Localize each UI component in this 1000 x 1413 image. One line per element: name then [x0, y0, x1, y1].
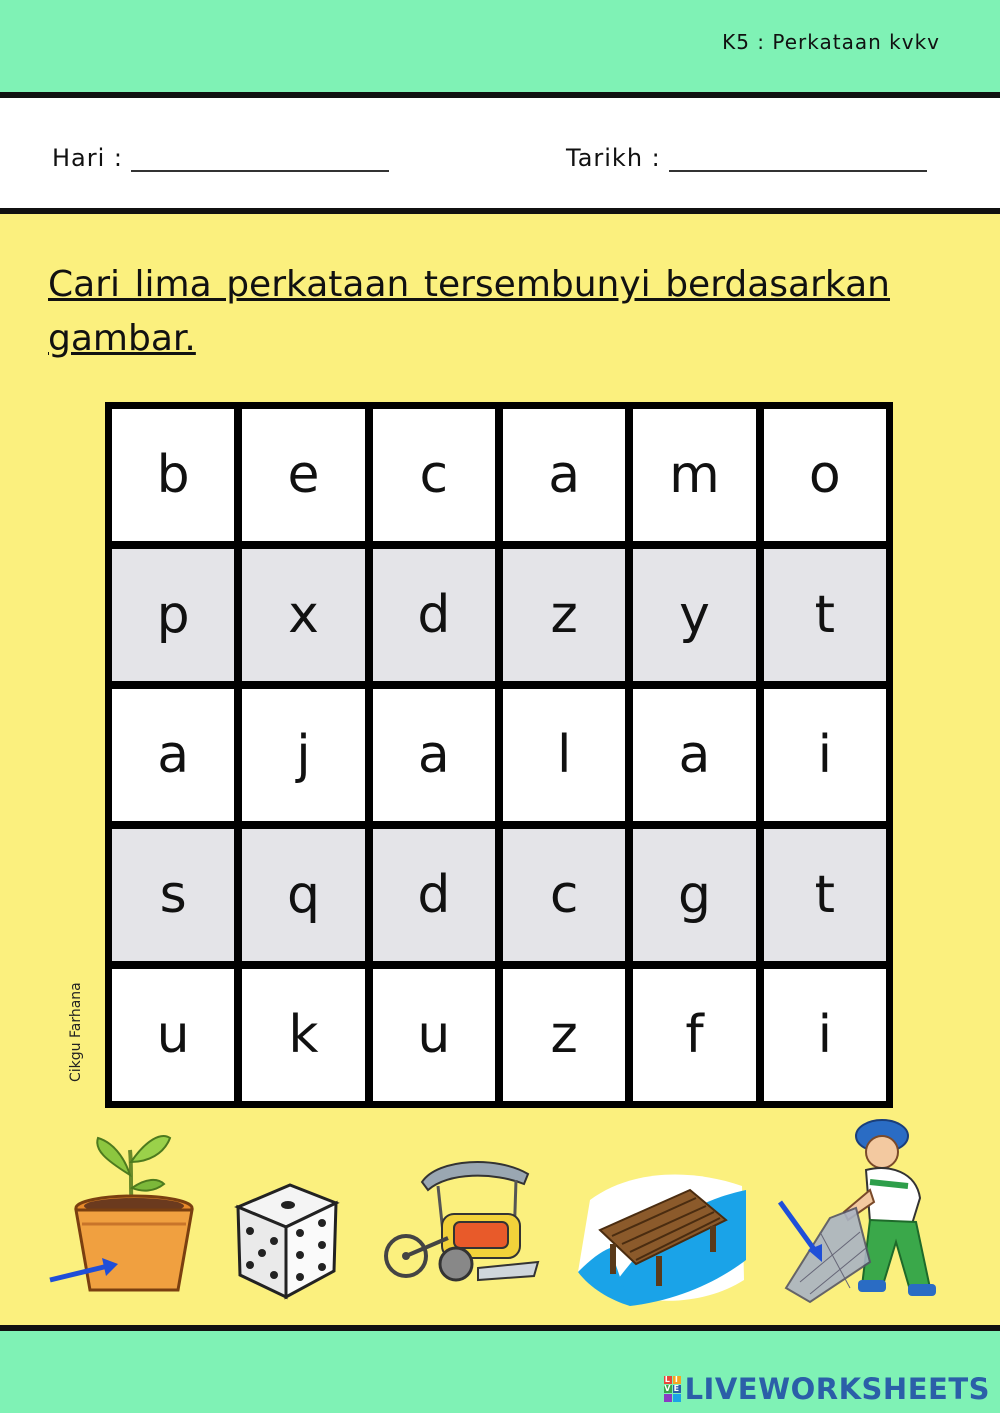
divider-bottom	[0, 208, 1000, 214]
grid-cell[interactable]: j	[242, 689, 364, 821]
grid-cell[interactable]: k	[242, 969, 364, 1101]
grid-cell[interactable]: d	[373, 829, 495, 961]
grid-cell[interactable]: y	[633, 549, 755, 681]
date-field	[566, 142, 927, 172]
beca-icon	[378, 1152, 543, 1292]
grid-cell[interactable]: a	[633, 689, 755, 821]
grid-cell[interactable]: g	[633, 829, 755, 961]
brand-name: LIVEWORKSHEETS	[684, 1372, 990, 1406]
day-label: Hari :	[52, 144, 124, 172]
liveworksheets-logo-icon: L I V E	[664, 1376, 681, 1402]
grid-cell[interactable]: o	[764, 409, 886, 541]
grid-cell[interactable]: l	[503, 689, 625, 821]
grid-cell[interactable]: s	[112, 829, 234, 961]
grid-cell[interactable]: a	[112, 689, 234, 821]
grid-cell[interactable]: i	[764, 689, 886, 821]
grid-cell[interactable]: a	[373, 689, 495, 821]
grid-cell[interactable]: z	[503, 549, 625, 681]
grid-cell[interactable]: c	[503, 829, 625, 961]
net-fisherman-icon	[770, 1112, 945, 1312]
pot-plant-icon	[46, 1120, 206, 1300]
grid-cell[interactable]: e	[242, 409, 364, 541]
day-input[interactable]	[131, 142, 389, 172]
grid-cell[interactable]: z	[503, 969, 625, 1101]
date-label: Tarikh :	[566, 144, 661, 172]
grid-cell[interactable]: x	[242, 549, 364, 681]
date-input[interactable]	[669, 142, 927, 172]
grid-cell[interactable]: q	[242, 829, 364, 961]
grid-cell[interactable]: p	[112, 549, 234, 681]
grid-cell[interactable]: m	[633, 409, 755, 541]
brand-logo[interactable]	[664, 1372, 990, 1406]
word-search-grid	[105, 402, 893, 1108]
grid-cell[interactable]: t	[764, 829, 886, 961]
day-field	[52, 142, 389, 172]
grid-cell[interactable]: a	[503, 409, 625, 541]
bridge-icon	[570, 1160, 750, 1310]
grid-cell[interactable]: u	[112, 969, 234, 1101]
grid-cell[interactable]: i	[764, 969, 886, 1101]
grid-cell[interactable]: f	[633, 969, 755, 1101]
grid-cell[interactable]: c	[373, 409, 495, 541]
header-band	[0, 0, 1000, 92]
grid-cell[interactable]: u	[373, 969, 495, 1101]
grid-cell[interactable]: t	[764, 549, 886, 681]
instruction-text: Cari lima perkataan tersembunyi berdasarkan gambar.	[48, 264, 890, 359]
author-credit: Cikgu Farhana	[68, 982, 84, 1082]
dice-icon	[230, 1175, 345, 1303]
grid-cell[interactable]: d	[373, 549, 495, 681]
grid-cell[interactable]: b	[112, 409, 234, 541]
worksheet-code: K5 : Perkataan kvkv	[722, 30, 940, 54]
